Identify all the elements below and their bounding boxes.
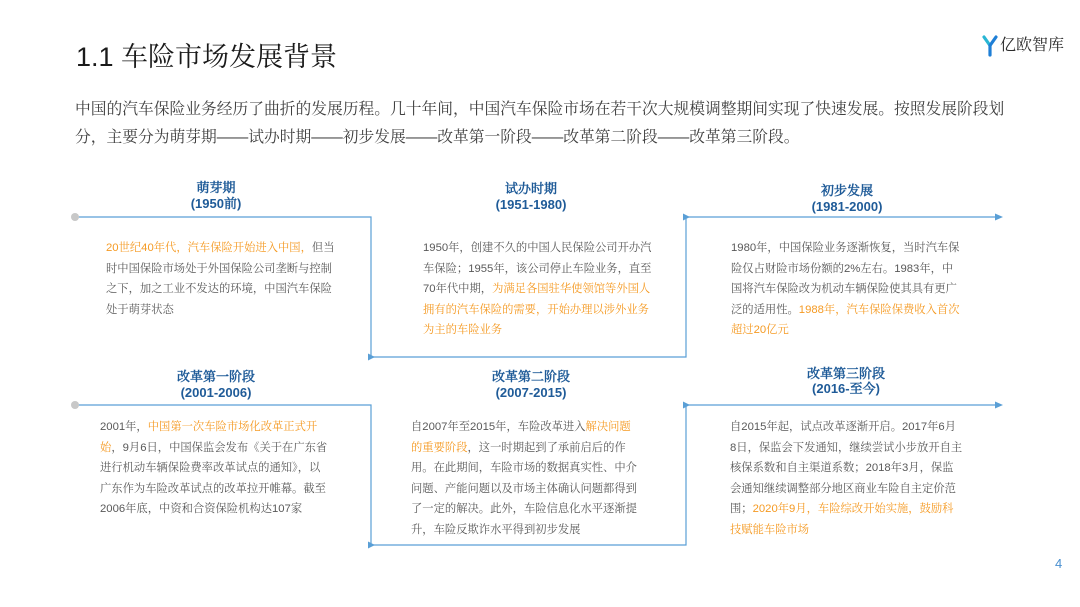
body-text: 8日，保监会下发通知，继续尝试小步放开自主 [730,441,963,454]
stage-3-description [731,238,960,341]
stage-4-description [100,417,327,520]
description-line [411,499,637,520]
stage-4-label [116,369,316,400]
description-line [411,520,637,541]
stage-4-name: 改革第一阶段 [176,369,255,384]
arrow-right-icon [368,354,375,361]
highlight-text: 超过20亿元 [731,324,789,336]
brand-logo [982,34,1064,58]
body-text: 2006年底，中资和合资保险机构达107家 [100,503,303,515]
body-text: 1980年，中国保险业务逐渐恢复，当时汽车保 [731,242,960,254]
body-text: 会通知继续调整部分地区商业车险自主定价范 [730,482,956,495]
stage-6-description [730,417,962,540]
highlight-text: 为主的车险业务 [423,324,503,336]
stage-2-name: 试办时期 [504,181,557,196]
highlight-text: 1988年，汽车保险保费收入首次 [798,303,960,316]
stage-2-description [423,238,651,341]
highlight-text: 中国第一次车险市场化改革正式开 [147,421,318,433]
description-line [411,417,637,438]
timeline-start-dot-row-1 [71,213,79,221]
description-line [730,438,962,459]
body-text: 问题、产能问题以及市场主体确认问题都得到 [411,482,637,495]
yiou-logo-icon [982,35,998,57]
description-line [730,417,962,438]
description-line [731,300,960,321]
description-line [423,320,651,341]
description-line [423,238,651,259]
stage-2-period: (1951-1980) [495,196,567,212]
stage-6-period: (2016-至今) [812,381,880,396]
highlight-text: 的重要阶段 [411,441,468,454]
body-text: 进行机动车辆保险费率改革试点的通知》，以 [100,462,321,474]
highlight-text: 2020年9月，车险综改开始实施，鼓励科 [752,503,954,515]
description-line [731,279,960,300]
stage-3-period: (1981-2000) [811,198,883,214]
body-text: 时中国保险市场处于外国保险公司垄断与控制 [106,262,332,275]
description-line [100,479,327,500]
body-text: 核保系数和自主渠道系数；2018年3月，保监 [730,462,954,474]
arrow-end-icon [995,214,1003,221]
body-text: 处于萌芽状态 [106,303,174,316]
body-text: 广东作为车险改革试点的改革拉开帷幕。截至 [100,482,326,495]
body-text: 国将汽车保险改为机动车辆保险使其具有更广 [731,283,957,295]
description-line [106,279,335,300]
description-line [411,479,637,500]
body-text: 但当 [311,242,335,254]
stage-6-name: 改革第三阶段 [806,365,885,381]
highlight-text: 为满足各国驻华使领馆等外国人 [492,283,651,295]
body-text: 之下，加之工业不发达的环境，中国汽车保险 [106,283,332,295]
page-number: 4 [1055,556,1063,571]
description-line [100,499,327,520]
stage-3-label [747,183,947,214]
description-line [731,259,960,280]
body-text: 了一定的解决。此外，车险信息化水平逐渐提 [411,503,637,515]
stage-4-period: (2001-2006) [180,384,252,400]
stage-6-label [746,366,946,397]
highlight-text: 拥有的汽车保险的需要，开始办理以涉外业务 [423,303,649,316]
description-line [730,499,962,520]
body-text: 自2015年起，试点改革逐渐开启。2017年6月 [730,421,956,433]
description-line [423,300,651,321]
stage-1-description [106,238,335,320]
body-text: 70年代中期， [423,283,493,295]
description-line [730,458,962,479]
highlight-text: 20世纪40年代，汽车保险开始进入中国， [106,242,312,254]
intro-line: 中国的汽车保险业务经历了曲折的发展历程。几十年间，中国汽车保险市场在若干次大规模调整期间实现了快速发展。按照发展阶段划 [75,101,1005,118]
stage-5-name: 改革第二阶段 [491,369,570,384]
stage-5-period: (2007-2015) [495,384,567,400]
stage-1-period: (1950前) [190,195,242,211]
intro-paragraph [75,96,1004,152]
description-line [423,259,651,280]
description-line [106,259,335,280]
description-line [423,279,651,300]
body-text: 升，车险反欺诈水平得到初步发展 [411,523,581,536]
body-text: ，9月6日，中国保监会发布《关于在广东省 [111,441,328,454]
description-line [731,238,960,259]
stage-5-label [431,369,631,400]
body-text: ，这一时期起到了承前启后的作 [467,441,626,454]
description-line [106,300,335,321]
arrow-right-icon [368,542,375,549]
arrow-right-icon [683,402,690,409]
highlight-text: 始 [100,441,112,454]
arrow-end-icon [995,402,1003,409]
description-line [100,438,327,459]
page-title: 1.1 车险市场发展背景 [76,42,338,72]
body-text: 围； [730,503,753,515]
description-line [731,320,960,341]
body-text: 用。在此期间，车险市场的数据真实性、中介 [411,462,637,474]
description-line [106,238,335,259]
body-text: 2001年， [100,421,148,433]
description-line [100,417,327,438]
timeline-start-dot-row-2 [71,401,79,409]
body-text: 车保险；1955年，该公司停止车险业务，直至 [423,262,652,275]
description-line [411,458,637,479]
description-line [411,438,637,459]
highlight-text: 解决问题 [585,421,631,433]
stage-3-name: 初步发展 [820,183,873,198]
body-text: 1950年，创建不久的中国人民保险公司开办汽 [423,242,652,254]
body-text: 险仅占财险市场份额的2%左右。1983年，中 [731,262,954,275]
body-text: 自2007年至2015年，车险改革进入 [411,421,586,433]
highlight-text: 技赋能车险市场 [730,523,810,536]
description-line [730,520,962,541]
stage-1-label [116,180,316,211]
body-text: 泛的适用性。 [731,303,799,316]
stage-5-description [411,417,637,540]
intro-line: 分，主要分为萌芽期——试办时期——初步发展——改革第一阶段——改革第二阶段——改革第三阶段。 [75,129,800,146]
description-line [730,479,962,500]
description-line [100,458,327,479]
stage-1-name: 萌芽期 [196,180,236,195]
brand-logo-text: 亿欧智库 [1000,37,1065,54]
stage-2-label [431,181,631,212]
arrow-right-icon [683,214,690,221]
